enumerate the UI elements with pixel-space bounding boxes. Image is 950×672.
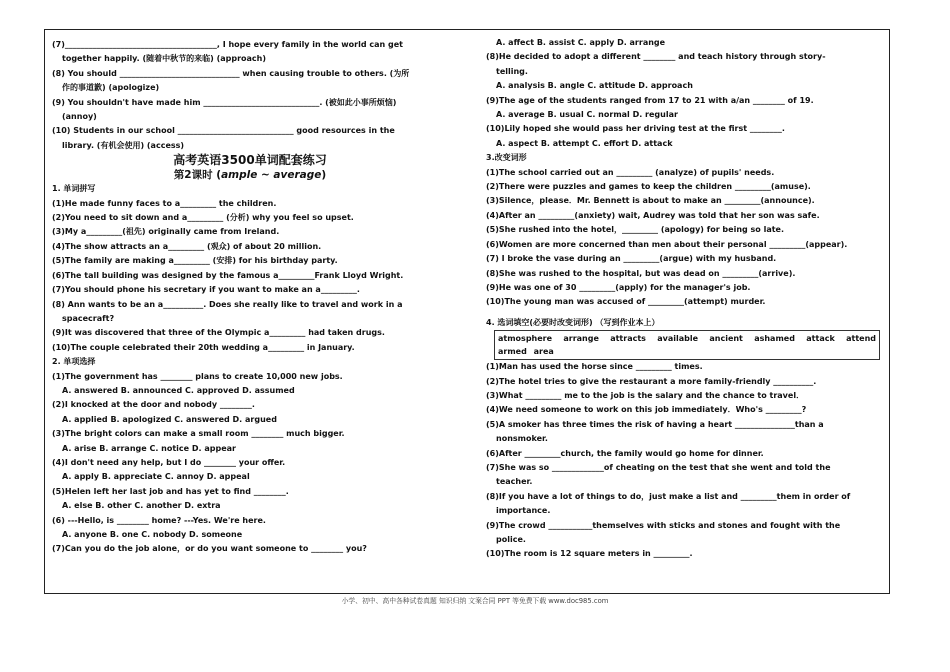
question-line: (2)You need to sit down and a_________ (分析) why you feel so upset.: [52, 213, 354, 223]
question-line: (4)We need someone to work on this job immediately．Who's _________?: [486, 405, 807, 415]
question-line: (1)The school carried out an _________ (analyze) of pupils' needs.: [486, 167, 775, 177]
question-line: (2)The hotel tries to give the restaurant a more family-friendly __________.: [486, 376, 817, 386]
question-line: A. else B. other C. another D. extra: [62, 501, 221, 511]
question-line: A. affect B. assist C. apply D. arrange: [496, 38, 666, 47]
footer-text: 小学、初中、高中各种试卷真题 知识归纳 文案合同 PPT 等免费下载 www.doc985.com: [341, 597, 609, 605]
question-line: A. apply B. appreciate C. annoy D. appeal: [62, 472, 250, 482]
question-line: (2)I knocked at the door and nobody ________.: [52, 400, 255, 410]
question-line: (7) I broke the vase during an _________(argue) with my husband.: [486, 254, 777, 264]
question-line: (6)The tall building was designed by the famous a_________Frank Lloyd Wright.: [52, 270, 404, 280]
left-top-questions: [52, 38, 448, 153]
question-line: (7)Can you do the job alone，or do you want someone to ________ you?: [52, 544, 367, 554]
question-line: (5)The family are making a_________ (安排) for his birthday party.: [52, 256, 338, 266]
question-line: (5)Helen left her last job and has yet to find ________.: [52, 486, 289, 496]
question-line: A. applied B. apologized C. answered D. argued: [62, 414, 277, 424]
section3-list: [486, 166, 880, 310]
question-line: (8) Ann wants to be an a__________. Does she really like to travel and work in a: [52, 299, 403, 309]
section4-list: [486, 360, 880, 562]
question-line: nonsmoker.: [496, 434, 548, 444]
question-line: (10)The couple celebrated their 20th wedding a_________ in January.: [52, 342, 355, 352]
section1-heading: 1. 单词拼写: [52, 184, 96, 194]
question-line: (2)There were puzzles and games to keep the children _________(amuse).: [486, 182, 811, 192]
question-line: (1)Man has used the horse since _________ times.: [486, 362, 703, 372]
section2-list: [52, 370, 448, 557]
question-line: (annoy): [62, 112, 97, 122]
question-line: (4)I don't need any help, but I do ________ your offer.: [52, 457, 286, 467]
question-line: A. anyone B. one C. nobody D. someone: [62, 530, 243, 539]
question-line: (5)She rushed into the hotel，_________ (apology) for being so late.: [486, 225, 785, 235]
section1-list: [52, 197, 448, 355]
question-line: (3)What _________ me to the job is the salary and the chance to travel．: [486, 390, 805, 400]
section4-heading: 4. 选词填空(必要时改变词形) （写到作业本上）: [486, 317, 660, 327]
question-line: (7)You should phone his secretary if you want to make an a_________.: [52, 285, 360, 295]
question-line: spacecraft?: [62, 313, 115, 323]
question-line: (8)He decided to adopt a different ________ and teach history through story-: [486, 52, 826, 62]
question-line: 作的事道歉) (apologize): [62, 83, 160, 93]
question-line: police.: [496, 535, 526, 544]
question-line: A. average B. usual C. normal D. regular: [496, 110, 678, 120]
question-line: (6)Women are more concerned than men about their personal _________(appear).: [486, 239, 848, 249]
word-bank-box: atmosphere arrange attracts available ancient ashamed attack attend armed area: [494, 330, 880, 360]
question-line: (5)A smoker has three times the risk of having a heart _______________than a: [486, 419, 824, 429]
question-line: library. (有机会使用) (access): [62, 140, 185, 150]
question-line: (8)If you have a lot of things to do，just make a list and _________them in order of: [486, 491, 851, 501]
question-line: (10)Lily hoped she would pass her driving test at the first ________.: [486, 124, 785, 134]
question-line: (10)The young man was accused of _________(attempt) murder.: [486, 297, 766, 307]
question-line: (4)After an _________(anxiety) wait, Audrey was told that her son was safe.: [486, 210, 820, 220]
question-line: A. arise B. arrange C. notice D. appear: [62, 443, 236, 453]
question-line: (6) ---Hello, is ________ home? ---Yes. We're here.: [52, 515, 266, 525]
question-line: (6)After _________church, the family would go home for dinner.: [486, 448, 764, 458]
question-line: (3)Silence，please．Mr. Bennett is about to make an _________(announce).: [486, 196, 815, 206]
question-line: (10)The room is 12 square meters in _________.: [486, 549, 693, 559]
question-line: (10) Students in our school _____________________________ good resources in the: [52, 126, 395, 136]
question-line: telling.: [496, 66, 528, 76]
right-top-questions: [486, 36, 880, 151]
question-line: (3)The bright colors can make a small room ________ much bigger.: [52, 429, 345, 439]
question-line: (8) You should ______________________________ when causing trouble to others. (为所: [52, 68, 410, 78]
question-line: importance.: [496, 506, 551, 516]
question-line: A. answered B. announced C. approved D. assumed: [62, 385, 295, 395]
question-line: (3)My a_________(祖先) originally came from Ireland.: [52, 227, 280, 237]
question-line: (1)The government has ________ plans to create 10,000 new jobs.: [52, 371, 343, 381]
right-column: [486, 36, 880, 562]
question-line: (9) You shouldn't have made him _____________________________. (被如此小事所烦恼): [52, 97, 397, 107]
worksheet-subtitle: 第2课时 (ample ~ average): [173, 169, 327, 182]
section3-heading: 3.改变词形: [486, 153, 527, 163]
question-line: (8)She was rushed to the hospital, but was dead on _________(arrive).: [486, 268, 796, 278]
left-column: [52, 38, 448, 557]
question-line: (9)The age of the students ranged from 17 to 21 with a/an ________ of 19.: [486, 95, 814, 105]
section2-heading: 2. 单项选择: [52, 357, 96, 367]
question-line: (9)He was one of 30 _________(apply) for the manager's job.: [486, 282, 751, 292]
question-line: (7)______________________________________, I hope every family in the world can get: [52, 40, 403, 49]
question-line: (1)He made funny faces to a_________ the children.: [52, 198, 277, 208]
question-line: (9)It was discovered that three of the Olympic a_________ had taken drugs.: [52, 328, 385, 338]
question-line: (9)The crowd ___________themselves with sticks and stones and fought with the: [486, 520, 841, 530]
question-line: (7)She was so _____________of cheating on the test that she went and told the: [486, 462, 831, 472]
question-line: together happily. (随着中秋节的来临) (approach): [62, 54, 267, 64]
question-line: A. aspect B. attempt C. effort D. attack: [496, 138, 673, 148]
question-line: A. analysis B. angle C. attitude D. approach: [496, 81, 693, 91]
worksheet-title: 高考英语3500单词配套练习: [173, 153, 327, 168]
question-line: teacher.: [496, 477, 533, 487]
question-line: (4)The show attracts an a_________ (观众) of about 20 million.: [52, 241, 322, 251]
